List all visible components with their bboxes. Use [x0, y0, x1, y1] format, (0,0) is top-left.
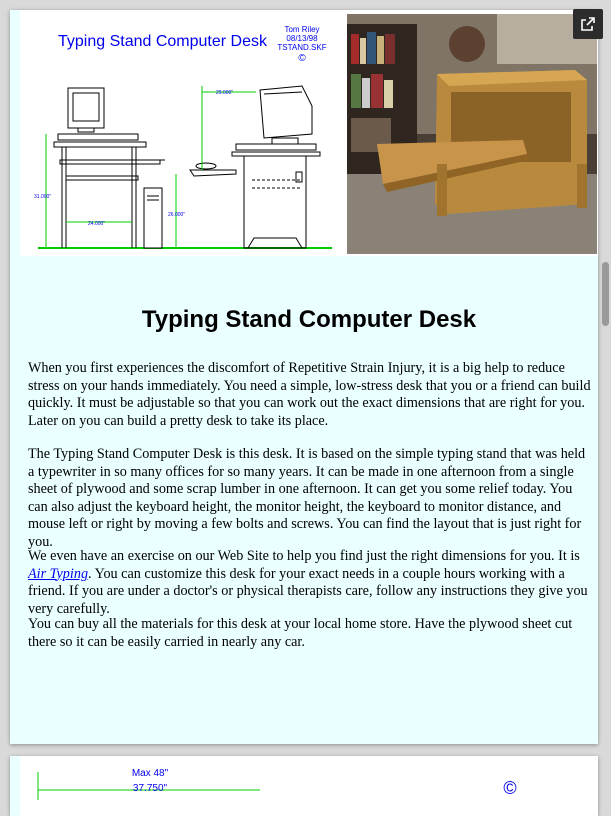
page2-drawing	[10, 756, 598, 800]
paragraph-4: You can buy all the materials for this desk at your local home store. Have the plywood sheet cut there so it can be easily carried in nearly any car.	[28, 616, 573, 650]
drawing-svg	[20, 10, 346, 256]
pdf-page-1	[10, 10, 598, 744]
paragraph-2: The Typing Stand Computer Desk is this desk. It is based on the simple typing stand that was held a typewriter in so many offices for so many years. It can be made in one afternoon from a single sheet of plywood and some scrap lumber in one afternoon. It can get you some relief today. You can also adjust the keyboard height, the monitor height, the keyboard to monitor distance, and mouse left or right by moving a few bolts and screws. You can find the layout that is just right for you.	[28, 446, 586, 550]
paragraph-3-before: We even have an exercise on our Web Site to help you find just the right dimensions for you. It is	[28, 548, 580, 564]
drawing-filename: TSTAND.SKF	[277, 43, 327, 52]
drawing-title: Typing Stand Computer Desk	[58, 33, 267, 50]
page-margin-stripe	[10, 10, 20, 744]
article-content	[20, 256, 598, 744]
page2-margin-stripe	[10, 756, 20, 816]
drawing-date: 08/13/98	[286, 34, 318, 43]
scrollbar-thumb[interactable]	[602, 262, 609, 326]
dim-height-left: 31.000"	[34, 194, 52, 200]
page-title: Typing Stand Computer Desk	[141, 306, 477, 333]
pdf-page-2	[10, 756, 598, 816]
dim-width-top: 29.000"	[216, 90, 234, 96]
desk-technical-drawing	[20, 10, 346, 256]
desk-photo-svg	[347, 14, 597, 254]
open-external-icon	[580, 16, 596, 32]
page2-copyright: ©	[503, 778, 517, 798]
desk-front-view	[54, 88, 165, 248]
open-external-button[interactable]	[573, 9, 603, 39]
page2-dim-label: 37.750"	[132, 783, 168, 794]
dim-height-right: 26.000"	[168, 212, 186, 218]
desk-photo	[347, 14, 597, 254]
desk-side-view	[190, 86, 320, 248]
paragraph-1: When you first experiences the discomfort of Repetitive Strain Injury, it is a big help to reduce stress on your hands immediately. You need a simple, low-stress desk that you or a friend can build quickly. It must be adjustable so that you can work out the exact dimensions that are right for you. Later on you can build a pretty desk to take its place.	[28, 360, 591, 429]
dim-width-bottom: 24.000"	[88, 221, 106, 227]
page2-max-label: Max 48"	[131, 768, 169, 779]
drawing-copyright: ©	[298, 53, 306, 64]
paragraph-3	[28, 548, 594, 618]
paragraph-3-after: . You can customize this desk for your exact needs in a couple hours working with a friend. If you are under a doctor's or physical therapists care, follow any instructions they give you very carefully.	[28, 565, 588, 617]
drawing-author: Tom Riley	[284, 25, 320, 34]
air-typing-link[interactable]: Air Typing	[28, 565, 89, 582]
